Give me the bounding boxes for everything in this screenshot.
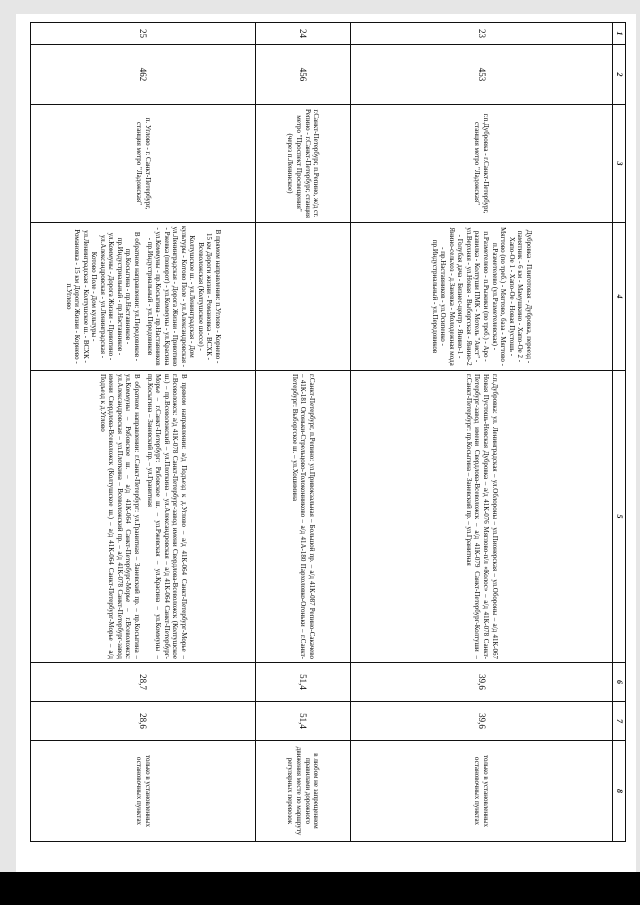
header-cell: 5 xyxy=(613,371,626,663)
route-number: 453 xyxy=(351,45,613,105)
route-length-back: 51,4 xyxy=(256,702,351,741)
header-row xyxy=(613,23,626,842)
route-streets: В прямом направлении: а/д Подъезд к д.Углово – а/д 41К-064 Санкт-Петербург-Морье – г.Всеволожск: а/д 41К-078 Санкт-Петербург-завод имени Свердлова-Всеволожск (Колтушское ш.) – пр.Всеволожский – ул.Плоткина – ул.Александровская – а/д 41К-064 Санкт-Петербург-Морье – г.Санкт-Петербург: Рябовское ш. – ул.Ржевская – ул.Красина – ул.Коммуны – пр.Косыгина – Заневский пр. – ул.Гранитная xyxy=(145,374,188,659)
rotated-table-wrapper xyxy=(30,22,626,841)
route-length-forward: 28,7 xyxy=(31,663,256,702)
route-length-back: 39,6 xyxy=(351,702,613,741)
header-cell: 7 xyxy=(613,702,626,741)
route-number: 456 xyxy=(256,45,351,105)
header-cell: 2 xyxy=(613,45,626,105)
route-name: г.Санкт-Петербург, п.Репино, ж/д ст. Репино - г.Санкт-Петербург, станция метро "Проспект Просвещения" (через п.Ленинское) xyxy=(256,105,351,223)
header-cell: 3 xyxy=(613,105,626,223)
route-name: п. Углово - г. Санкт-Петербург, станция метро "Ладожская" xyxy=(31,105,256,223)
stopping-order: в любом не запрещенном правилами дорожного движения месте по маршруту регулярных перевозок xyxy=(256,741,351,842)
table-row xyxy=(351,23,613,842)
stopping-order: только в установленных остановочных пунктах xyxy=(351,741,613,842)
route-streets-cell xyxy=(31,371,256,663)
route-stops xyxy=(256,223,351,371)
stopping-order: только в установленных остановочных пунктах xyxy=(31,741,256,842)
route-length-forward: 39,6 xyxy=(351,663,613,702)
header-cell: 4 xyxy=(613,223,626,371)
route-number: 462 xyxy=(31,45,256,105)
header-cell: 6 xyxy=(613,663,626,702)
table-row xyxy=(256,23,351,842)
route-name: г.п.Дубровка - г.Санкт-Петербург, станция метро "Ладожская" xyxy=(351,105,613,223)
route-stops-cell xyxy=(31,223,256,371)
route-stops-back: В обратном направлении: ул.Передовиков - пр.Косыгина - пр.Наставников - пр.Индустриальный - пр.Наставников - ул.Коммуны - Дорога Жизни - Приютино - ул.Александровская - ул.Ленинградская - Котово Поле - Дом культуры - ул.Ленинградская - Колтушское ш. - ВСХК - Романовка - 15 км Дороги Жизни - Корнево - п.Углово xyxy=(64,229,141,364)
route-stops: В прямом направлении: п.Углово - Корнево - 15 км Дороги жизни - Романовка - ВСХК - Всеволожская (Колтушское шоссе) - Колтушское ш. - ул.Ленинградская - Дом культуры - Котово Поле - ул.Александровская - ул.Ленинградская - Дорога Жизни - Приютино - Ржевка (поворот) - ул.Коммуны - ул.Красина - ул.Коммуны - пр.Косыгина - пр.Наставников - пр.Индустриальный - ул.Передовиков xyxy=(145,226,222,368)
route-streets: г.п.Дубровка: ул. Ленинградская – ул.Облороны – ул.Пионерская – ул.Обороны – а/д 41К-067 Новая Пустошь-Невская Дубровка – а/д 41К-076 Мяглово-п/л «Колос» – а/д 41К-078 Санкт-Петербург-завод имени Свердлова-Всеволожск – а/д 41К-079 Санкт-Петербург-Колтуши – г.Санкт-Петербург: пр.Косыгина – Заневский пр. – ул.Гранитная xyxy=(351,371,613,663)
routes-table xyxy=(30,22,626,842)
route-length-forward: 51,4 xyxy=(256,663,351,702)
route-streets: г.Санкт-Петербург, п.Репино: ул.Привокзальная – Большой пр. – а/д 41К-087 Репино-Сакачево – 41К-181 Огоньки-Стрельцово-Толоконниково – а/д 41А-180 Пархоловко-Огоньки – г.Санкт-Петербург: Выборгское ш. – ул.Хошимина xyxy=(256,371,351,663)
route-streets-back: В обратном направлении: г.Санкт-Петербург: ул.Гранитная – Заневский пр. – пр.Косыгина – ул.Коммуны – Рябовское ш. – а/д 41К-064 Санкт-Петербург-Морье – г.Всеволожск: ул.Александровская – ул.Плоткина – Всеволожский пр. – а/д 41К-078 Санкт-Петербург-завод имени Свердлова-Всеволожск (Колтушское ш.) – а/д 41К-064 Санкт-Петербург-Морье – а/д Подъезд к д.Углово xyxy=(98,374,141,659)
route-stops: Дубровка - Плиготовая - Дубровка, переезд - памятник - 6 км - Мамушкино - Хапо-Ое 2 - Хапо-Ое 1 - Хапо-Ое - Новая Пустошь - Мягтово (по треб.) - Мягтово, база - Мягтово - п.Разметелево (ул.Разметелевская) - п.Разметелево - п.Рыжики (по треб.) - Аро - развилка - Колтуши ПМК - Мотель "Аист" - ул.Верхняя - ул.Новая - Выборгская - Янино-2 - Голубая дача - Бизнес-центр - Янино-1 - Янино-сельхоз - д.Заневка - Молодежная мода - пр.Наставников - ул.Осипенко - пр.Индустриальный - ул.Передовиков xyxy=(351,223,613,371)
header-cell: 1 xyxy=(613,23,626,45)
row-number: 24 xyxy=(256,23,351,45)
table-row xyxy=(31,23,256,842)
route-length-back: 28,6 xyxy=(31,702,256,741)
scan-border xyxy=(0,872,640,905)
row-number: 25 xyxy=(31,23,256,45)
header-cell: 8 xyxy=(613,741,626,842)
row-number: 23 xyxy=(351,23,613,45)
